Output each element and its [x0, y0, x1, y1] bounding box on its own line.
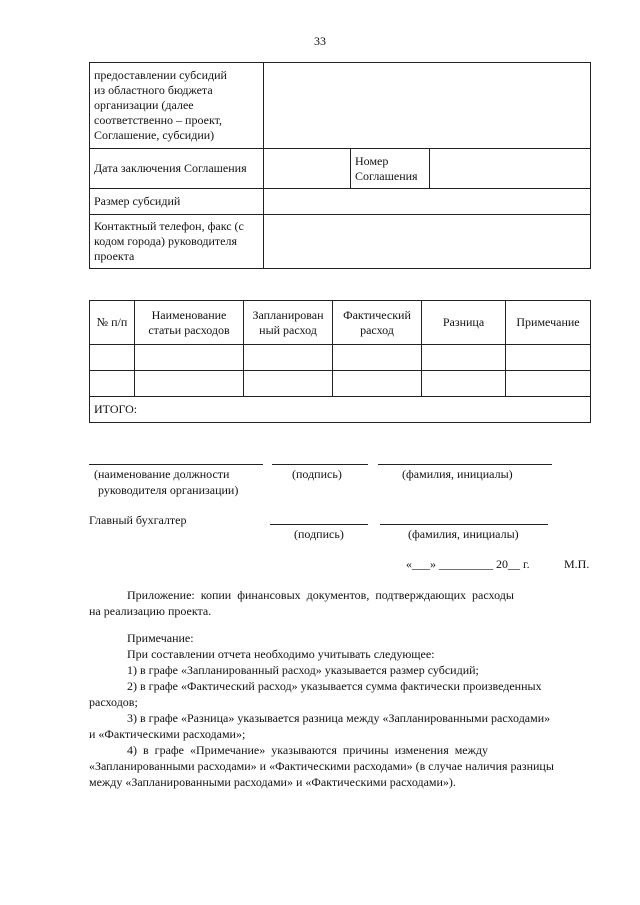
notes-title: Примечание:	[127, 631, 194, 645]
notes-item2-line1: 2) в графе «Фактический расход» указывается сумма фактически произведенных	[127, 679, 542, 693]
table-cell[interactable]	[90, 371, 135, 397]
contact-label-line: кодом города) руководителя	[94, 234, 237, 248]
subsidy-amount-label: Размер субсидий	[90, 189, 264, 215]
header-line: Наименование	[151, 307, 227, 322]
table-cell[interactable]	[90, 345, 135, 371]
position-label-line1: (наименование должности	[94, 467, 230, 481]
notes-item1: 1) в графе «Запланированный расход» указывается размер субсидий;	[127, 663, 479, 677]
table-cell[interactable]	[422, 345, 506, 371]
project-label-line: из областного бюджета	[94, 83, 213, 97]
table-cell[interactable]	[135, 371, 244, 397]
agreement-number-line: Номер	[355, 153, 389, 168]
date-line[interactable]: «___» _________ 20__ г.	[406, 557, 530, 571]
page-number: 33	[314, 34, 326, 48]
project-label-line: организации (далее	[94, 98, 194, 112]
expense-table	[89, 300, 591, 423]
table-cell[interactable]	[506, 345, 591, 371]
contact-label-cell	[90, 215, 264, 269]
header-line: статьи расходов	[148, 322, 230, 337]
project-info-table	[89, 62, 591, 269]
signature-line[interactable]	[272, 464, 368, 465]
notes-item4-line2: «Запланированными расходами» и «Фактическими расходами» (в случае наличия разницы	[89, 759, 554, 773]
appendix-line2: на реализацию проекта.	[89, 604, 212, 618]
table-cell[interactable]	[244, 345, 333, 371]
appendix-line1: Приложение: копии финансовых документов, подтверждающих расходы	[127, 588, 514, 602]
table-cell[interactable]	[506, 371, 591, 397]
position-label-line2: руководителя организации)	[98, 483, 239, 497]
header-line: № п/п	[96, 315, 128, 329]
header-line: Примечание	[516, 315, 580, 329]
accountant-signature-line[interactable]	[270, 524, 368, 525]
header-number	[90, 301, 135, 345]
header-planned	[244, 301, 333, 345]
header-line: Фактический	[343, 307, 411, 322]
project-label-cell	[90, 63, 264, 149]
header-actual	[333, 301, 422, 345]
header-line: Запланирован	[252, 307, 324, 322]
header-line: расход	[360, 322, 394, 337]
contact-label-line: Контактный телефон, факс (с	[94, 219, 244, 233]
agreement-number-line: Соглашения	[355, 168, 418, 183]
project-label-line: предоставлении субсидий	[94, 68, 227, 82]
signature-label: (подпись)	[292, 467, 342, 481]
notes-item3-line2: и «Фактическими расходами»;	[89, 727, 246, 741]
accountant-name-line[interactable]	[380, 524, 548, 525]
notes-item4-line1: 4) в графе «Примечание» указываются причины изменения между	[127, 743, 489, 757]
agreement-date-value[interactable]	[264, 149, 351, 189]
agreement-number-label-cell	[351, 149, 430, 189]
notes-item2-line2: расходов;	[89, 695, 138, 709]
table-cell[interactable]	[422, 371, 506, 397]
table-cell[interactable]	[244, 371, 333, 397]
chief-accountant-label: Главный бухгалтер	[89, 513, 187, 527]
table-cell[interactable]	[333, 371, 422, 397]
table-row	[90, 371, 591, 397]
name-label-2: (фамилия, инициалы)	[408, 527, 519, 541]
notes-intro: При составлении отчета необходимо учитывать следующее:	[127, 647, 435, 661]
contact-value-cell[interactable]	[264, 215, 591, 269]
project-value-cell[interactable]	[264, 63, 591, 149]
total-row	[90, 397, 591, 423]
name-label: (фамилия, инициалы)	[402, 467, 513, 481]
table-cell[interactable]	[135, 345, 244, 371]
table-cell[interactable]	[333, 345, 422, 371]
notes-item4-line3: между «Запланированными расходами» и «Фактическими расходами»).	[89, 775, 456, 789]
project-label-line: соответственно – проект,	[94, 113, 222, 127]
header-line: ный расход	[259, 322, 317, 337]
stamp-label: М.П.	[564, 557, 590, 571]
name-signature-line[interactable]	[378, 464, 552, 465]
position-signature-line[interactable]	[89, 464, 263, 465]
table-row	[90, 345, 591, 371]
notes-item3-line1: 3) в графе «Разница» указывается разница между «Запланированными расходами»	[127, 711, 551, 725]
signature-label-2: (подпись)	[294, 527, 344, 541]
contact-label-line: проекта	[94, 249, 135, 263]
project-label-line: Соглашение, субсидии)	[94, 128, 215, 142]
header-item-name	[135, 301, 244, 345]
agreement-number-value[interactable]	[430, 149, 591, 189]
agreement-date-label: Дата заключения Соглашения	[90, 149, 264, 189]
header-note	[506, 301, 591, 345]
expense-header-row	[90, 301, 591, 345]
header-line: Разница	[442, 315, 485, 329]
total-label: ИТОГО:	[90, 397, 591, 423]
header-difference	[422, 301, 506, 345]
subsidy-amount-value[interactable]	[264, 189, 591, 215]
